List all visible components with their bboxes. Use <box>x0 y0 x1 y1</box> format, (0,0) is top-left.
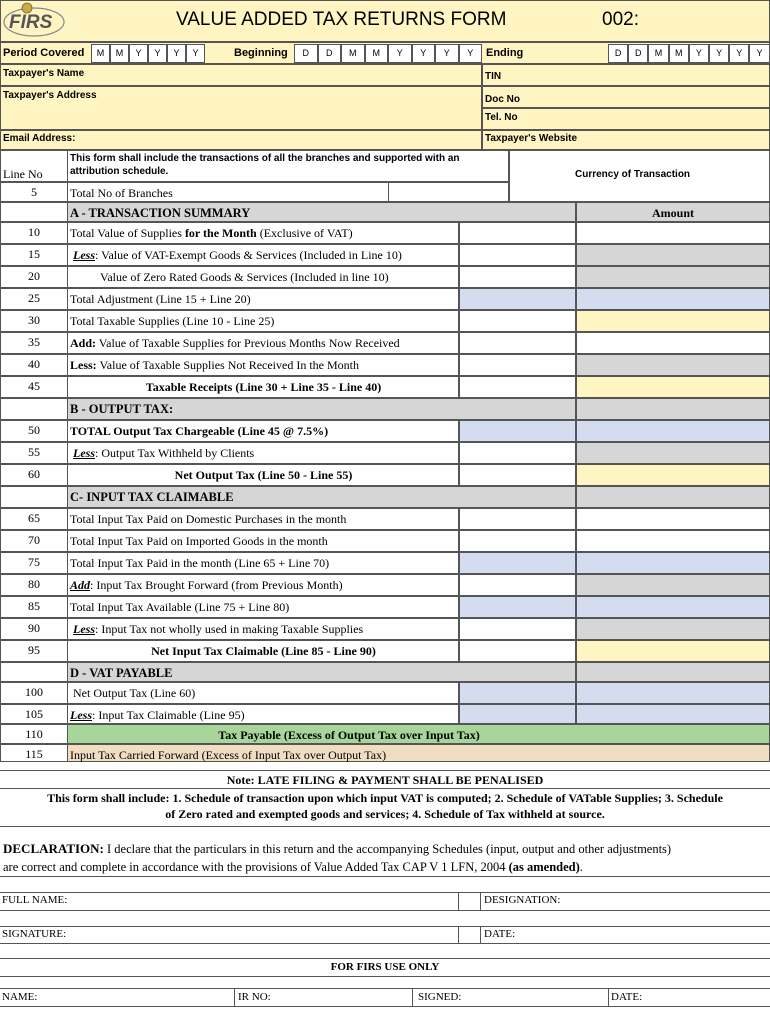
period-month-box[interactable]: Y <box>167 44 186 63</box>
row-description <box>70 292 251 307</box>
row-description <box>68 380 459 395</box>
row-description <box>70 666 172 681</box>
sub-amount-cell[interactable] <box>459 682 576 704</box>
firs-use-divider-3 <box>0 988 770 989</box>
ending-date-box[interactable]: M <box>648 44 668 63</box>
row-text: Total No of Branches <box>70 186 173 200</box>
amount-cell[interactable] <box>576 288 770 310</box>
signoff-divider-5 <box>0 943 770 944</box>
ending-date-box[interactable]: D <box>628 44 648 63</box>
row-text: Tax Payable (Excess of Output Tax over Input Tax) <box>218 728 480 742</box>
row-prefix: Less <box>73 622 95 636</box>
row-text: : Input Tax not wholly used in making Taxable Supplies <box>95 622 364 636</box>
signoff-divider-3 <box>0 910 770 911</box>
tin-label: TIN <box>485 71 502 82</box>
line-number-cell <box>0 202 68 222</box>
declaration-end: . <box>579 860 583 874</box>
ending-date-box[interactable]: D <box>608 44 628 63</box>
beginning-date-box[interactable]: Y <box>459 44 483 63</box>
line-number: 110 <box>25 727 43 741</box>
amount-cell[interactable] <box>576 596 770 618</box>
line-number: 20 <box>28 269 40 283</box>
ending-date-box[interactable]: Y <box>709 44 729 63</box>
period-covered-label: Period Covered <box>3 47 85 59</box>
date-label: DATE: <box>484 928 516 940</box>
row-description <box>70 708 245 723</box>
declaration-line1: I declare that the particulars in this return and the accompanying Schedules (input, output and other adjustments) <box>103 842 672 856</box>
line-number: 65 <box>28 511 40 525</box>
amount-cell[interactable] <box>576 354 770 376</box>
beginning-date-box[interactable]: D <box>318 44 342 63</box>
row-text: Net Output Tax (Line 50 - Line 55) <box>174 468 353 482</box>
late-filing-note: Note: LATE FILING & PAYMENT SHALL BE PENALISED <box>226 773 544 787</box>
line-number: 35 <box>28 335 40 349</box>
beginning-date-box[interactable]: M <box>341 44 365 63</box>
row-description <box>70 336 400 351</box>
amount-cell[interactable] <box>576 310 770 332</box>
row-text: Total Value of Supplies <box>70 226 185 240</box>
firs-use-divider-2 <box>0 976 770 977</box>
line-number: 55 <box>28 445 40 459</box>
section-amount-cell <box>576 662 770 682</box>
period-month-box[interactable]: M <box>110 44 129 63</box>
declaration-divider <box>0 826 770 827</box>
firs-use-title: FOR FIRS USE ONLY <box>330 961 440 973</box>
line-number: 5 <box>31 185 37 199</box>
row-text: D - VAT PAYABLE <box>70 666 173 680</box>
amount-cell[interactable] <box>576 508 770 530</box>
row-description <box>73 686 195 701</box>
line-number: 115 <box>25 747 43 761</box>
beginning-date-box[interactable]: D <box>294 44 318 63</box>
firs-vline-2 <box>412 988 413 1006</box>
designation-label: DESIGNATION: <box>484 894 561 906</box>
note-divider <box>0 770 770 771</box>
amount-cell[interactable] <box>576 376 770 398</box>
sub-amount-cell[interactable] <box>459 596 576 618</box>
include-note-2: of Zero rated and exempted goods and services; 4. Schedule of Tax withheld at source. <box>165 807 605 821</box>
branches-count-cell[interactable] <box>388 182 509 202</box>
row-text: Total Input Tax Available (Line 75 + Line 80) <box>70 600 290 614</box>
amount-cell[interactable] <box>576 332 770 354</box>
line-number: 85 <box>28 599 40 613</box>
period-month-box[interactable]: Y <box>186 44 205 63</box>
declaration-line2: are correct and complete in accordance with the provisions of Value Added Tax CAP V 1 LFN, 2004 <box>3 860 509 874</box>
row-text: A - TRANSACTION SUMMARY <box>70 206 251 220</box>
amount-cell[interactable] <box>576 442 770 464</box>
row-description <box>68 728 630 743</box>
row-text: : Output Tax Withheld by Clients <box>95 446 255 460</box>
sub-amount-cell[interactable] <box>459 640 576 662</box>
signature-label: SIGNATURE: <box>2 928 67 940</box>
firs-signed-field[interactable] <box>418 991 461 1003</box>
row-text: : Input Tax Claimable (Line 95) <box>92 708 245 722</box>
row-bold-text: for the Month <box>184 226 257 240</box>
sub-amount-cell[interactable] <box>459 310 576 332</box>
include-note-1: This form shall include: 1. Schedule of transaction upon which input VAT is computed; 2. Schedule of VATable Supplies; 3. Schedule <box>47 791 723 805</box>
row-bold-text: Less: <box>70 358 97 372</box>
line-number: 40 <box>28 357 40 371</box>
row-prefix: Less <box>70 708 92 722</box>
ending-date-box[interactable]: Y <box>749 44 769 63</box>
row-text: Total Input Tax Paid in the month (Line 65 + Line 70) <box>70 556 330 570</box>
amount-cell[interactable] <box>576 574 770 596</box>
sub-amount-cell[interactable] <box>459 464 576 486</box>
line-number: 30 <box>28 313 40 327</box>
line-number: 90 <box>28 621 40 635</box>
amount-cell[interactable] <box>576 244 770 266</box>
firs-date-label: DATE: <box>611 991 643 1003</box>
sub-amount-cell[interactable] <box>459 354 576 376</box>
amount-cell[interactable] <box>576 266 770 288</box>
firs-use-divider-4 <box>0 1006 770 1007</box>
firs-use-divider <box>0 958 770 959</box>
section-amount-cell <box>576 486 770 508</box>
ending-label: Ending <box>486 47 524 59</box>
amount-cell[interactable] <box>576 640 770 662</box>
row-description <box>70 600 289 615</box>
line-number-cell <box>0 662 68 682</box>
line-no-header: Line No <box>3 167 43 181</box>
beginning-label: Beginning <box>234 47 288 59</box>
row-description <box>68 468 459 483</box>
amount-cell[interactable] <box>576 464 770 486</box>
row-text: B - OUTPUT TAX: <box>70 402 174 416</box>
row-description <box>70 512 346 527</box>
currency-label: Currency of Transaction <box>575 169 691 180</box>
sub-amount-cell[interactable] <box>459 266 576 288</box>
ending-date-box[interactable]: M <box>669 44 689 63</box>
row-description <box>70 358 359 373</box>
sub-amount-cell[interactable] <box>459 508 576 530</box>
docno-cell[interactable] <box>482 86 770 108</box>
logo-text: FIRS <box>9 12 53 33</box>
sub-amount-cell[interactable] <box>459 552 576 574</box>
signoff-divider-1 <box>0 876 770 877</box>
docno-label: Doc No <box>485 94 520 105</box>
row-text: Net Input Tax Claimable (Line 85 - Line 90) <box>151 644 376 658</box>
firs-date-field[interactable] <box>611 991 642 1003</box>
amount-cell[interactable] <box>576 420 770 442</box>
line-number: 95 <box>28 643 40 657</box>
row-text: Taxable Receipts (Line 30 + Line 35 - Line 40) <box>145 380 382 394</box>
ending-date-box[interactable]: Y <box>689 44 709 63</box>
date-field[interactable] <box>484 928 515 940</box>
website-label: Taxpayer's Website <box>485 133 578 144</box>
line-number-cell <box>0 486 68 508</box>
line-number: 50 <box>28 423 40 437</box>
tin-cell[interactable] <box>482 64 770 86</box>
telno-label: Tel. No <box>485 112 518 123</box>
row-description <box>70 402 173 417</box>
firs-irno-label: IR NO: <box>238 991 271 1003</box>
firs-name-label: NAME: <box>2 991 38 1003</box>
row-text: Input Tax Carried Forward (Excess of Input Tax over Output Tax) <box>70 748 387 762</box>
row-bold-text: Add: <box>70 336 97 350</box>
row-text: TOTAL Output Tax Chargeable (Line 45 @ 7.5%) <box>70 424 329 438</box>
sub-amount-cell[interactable] <box>459 420 576 442</box>
row-text: Total Input Tax Paid on Imported Goods in the month <box>70 534 328 548</box>
row-text: : Input Tax Brought Forward (from Previous Month) <box>90 578 343 592</box>
note-divider-2 <box>0 788 770 789</box>
row-text: Value of Taxable Supplies for Previous Months Now Received <box>96 336 400 350</box>
row-description <box>73 446 254 461</box>
row-text: Value of Zero Rated Goods & Services (Included in line 10) <box>100 270 389 284</box>
ending-date-box[interactable]: Y <box>729 44 749 63</box>
beginning-date-box[interactable]: Y <box>435 44 459 63</box>
row-description <box>70 490 234 505</box>
sub-amount-cell[interactable] <box>459 332 576 354</box>
firs-signed-label: SIGNED: <box>418 991 462 1003</box>
line-number: 75 <box>28 555 40 569</box>
signoff-vline-3 <box>458 892 459 910</box>
sub-amount-cell[interactable] <box>459 222 576 244</box>
row-description <box>70 314 274 329</box>
row-description <box>70 226 353 241</box>
declaration-text <box>3 840 671 876</box>
full-name-field[interactable] <box>2 894 67 906</box>
email-label: Email Address: <box>3 133 76 144</box>
sub-amount-cell[interactable] <box>459 288 576 310</box>
row-description <box>100 270 389 285</box>
row-text: Total Taxable Supplies (Line 10 - Line 25) <box>70 314 275 328</box>
section-amount-cell <box>576 398 770 420</box>
sub-amount-cell[interactable] <box>459 574 576 596</box>
firs-name-field[interactable] <box>2 991 37 1003</box>
line-number: 25 <box>28 291 40 305</box>
row-text-tail: (Exclusive of VAT) <box>256 226 353 240</box>
row-description <box>70 556 329 571</box>
row-prefix: Less <box>73 446 95 460</box>
beginning-date-box[interactable]: M <box>365 44 389 63</box>
beginning-date-box[interactable]: Y <box>388 44 412 63</box>
row-description <box>70 578 343 593</box>
line-number: 105 <box>25 707 43 721</box>
row-text: Value of Taxable Supplies Not Received In the Month <box>96 358 360 372</box>
row-description <box>70 424 328 439</box>
line-number: 10 <box>28 225 40 239</box>
row-description <box>70 206 250 221</box>
row-description <box>70 534 328 549</box>
firs-vline-3 <box>608 988 609 1006</box>
amount-cell[interactable] <box>576 704 770 724</box>
line-number: 80 <box>28 577 40 591</box>
firs-vline-1 <box>234 988 235 1006</box>
amount-header: Amount <box>651 206 694 220</box>
branches-note: This form shall include the transactions of all the branches and supported with an attribution schedule. <box>70 153 460 177</box>
signoff-vline-2 <box>480 926 481 943</box>
row-description <box>70 186 173 201</box>
sub-amount-cell[interactable] <box>459 244 576 266</box>
firs-irno-field[interactable] <box>238 991 271 1003</box>
full-name-label: FULL NAME: <box>2 894 68 906</box>
row-description <box>73 622 363 637</box>
line-number: 70 <box>28 533 40 547</box>
signoff-divider-4 <box>0 926 770 927</box>
designation-field[interactable] <box>484 894 560 906</box>
form-number: 002: <box>602 9 639 30</box>
sub-amount-cell[interactable] <box>459 442 576 464</box>
declaration-amended: (as amended) <box>508 860 580 874</box>
amount-cell[interactable] <box>576 682 770 704</box>
form-title: VALUE ADDED TAX RETURNS FORM <box>176 9 507 30</box>
sub-amount-cell[interactable] <box>459 704 576 724</box>
row-description <box>70 748 386 763</box>
row-text: Net Output Tax (Line 60) <box>73 686 196 700</box>
row-prefix: Add <box>70 578 91 592</box>
row-text: : Value of VAT-Exempt Goods & Services (Included in Line 10) <box>95 248 402 262</box>
line-number: 45 <box>28 379 40 393</box>
line-number: 100 <box>25 685 43 699</box>
signoff-divider-2 <box>0 892 770 893</box>
amount-cell[interactable] <box>576 530 770 552</box>
line-number: 60 <box>28 467 40 481</box>
amount-cell[interactable] <box>576 618 770 640</box>
sub-amount-cell[interactable] <box>459 618 576 640</box>
telno-cell[interactable] <box>482 108 770 130</box>
row-text: Total Input Tax Paid on Domestic Purchases in the month <box>70 512 347 526</box>
row-description <box>73 248 402 263</box>
period-month-box[interactable]: Y <box>148 44 167 63</box>
line-number-cell <box>0 398 68 420</box>
period-month-box[interactable]: M <box>91 44 110 63</box>
amount-cell[interactable] <box>576 222 770 244</box>
line-number: 15 <box>28 247 40 261</box>
amount-cell[interactable] <box>576 552 770 574</box>
signoff-vline <box>480 892 481 910</box>
row-text: C- INPUT TAX CLAIMABLE <box>70 490 234 504</box>
row-description <box>68 644 459 659</box>
row-text: Total Adjustment (Line 15 + Line 20) <box>70 292 251 306</box>
period-month-box[interactable]: Y <box>129 44 148 63</box>
signoff-vline-4 <box>458 926 459 943</box>
row-prefix: Less <box>73 248 95 262</box>
sub-amount-cell[interactable] <box>459 530 576 552</box>
sub-amount-cell[interactable] <box>459 376 576 398</box>
firs-logo <box>3 2 67 38</box>
beginning-date-box[interactable]: Y <box>412 44 436 63</box>
signature-field[interactable] <box>2 928 66 940</box>
taxpayer-address-label: Taxpayer's Address <box>3 90 97 101</box>
declaration-title: DECLARATION: <box>3 841 104 856</box>
taxpayer-name-label: Taxpayer's Name <box>3 68 85 79</box>
